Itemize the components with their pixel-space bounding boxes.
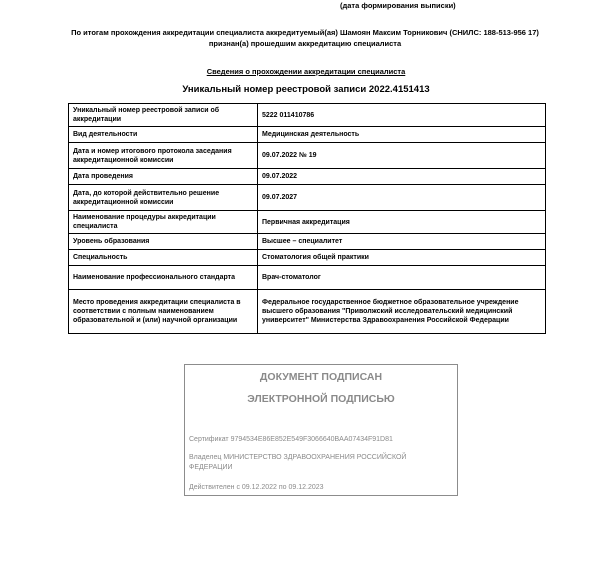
table-row (69, 143, 546, 169)
stamp-owner: Владелец МИНИСТЕРСТВО ЗДРАВООХРАНЕНИЯ РОССИЙСКОЙ ФЕДЕРАЦИИ (189, 454, 407, 471)
row-label: Наименование профессионального стандарта (69, 266, 258, 290)
section-title-link[interactable]: Сведения о прохождении аккредитации специалиста (206, 67, 406, 76)
row-value: 09.07.2022 (258, 169, 546, 185)
row-value: Медицинская деятельность (258, 127, 546, 143)
row-label: Специальность (69, 250, 258, 266)
stamp-validity: Действителен с 09.12.2022 по 09.12.2023 (189, 484, 324, 491)
row-value: Высшее – специалитет (258, 234, 546, 250)
row-value: Врач-стоматолог (258, 266, 546, 290)
accreditation-table (68, 103, 546, 334)
row-value: 09.07.2022 № 19 (258, 143, 546, 169)
table-row (69, 211, 546, 234)
row-value: Федеральное государственное бюджетное образовательное учреждение высшего образования "Приволжский исследовательский медицинский университет" Министерства Здравоохранения Российской Федерации (258, 290, 546, 334)
stamp-title-line2: ЭЛЕКТРОННОЙ ПОДПИСЬЮ (247, 393, 395, 405)
row-value: 09.07.2027 (258, 185, 546, 211)
date-caption: (дата формирования выписки) (340, 1, 456, 10)
table-row (69, 127, 546, 143)
row-label: Дата, до которой действительно решение аккредитационной комиссии (69, 185, 258, 211)
table-row (69, 169, 546, 185)
stamp-certificate: Сертификат 9794534E86E852E549F3066640BAA07434F91D81 (189, 436, 393, 443)
row-value: Первичная аккредитация (258, 211, 546, 234)
stamp-title-line1: ДОКУМЕНТ ПОДПИСАН (259, 371, 383, 383)
row-label: Наименование процедуры аккредитации специалиста (69, 211, 258, 234)
row-label: Дата проведения (69, 169, 258, 185)
intro-text: По итогам прохождения аккредитации специалиста аккредитуемый(ая) Шамоян Максим Торникович (СНИЛС: 188-513-956 17) признан(а) прошедшим аккредитацию специалиста (71, 28, 539, 48)
row-label: Уровень образования (69, 234, 258, 250)
table-row (69, 104, 546, 127)
row-value: Стоматология общей практики (258, 250, 546, 266)
table-row (69, 185, 546, 211)
registry-title: Уникальный номер реестровой записи 2022.4151413 (182, 84, 430, 95)
table-row (69, 266, 546, 290)
row-label: Дата и номер итогового протокола заседания аккредитационной комиссии (69, 143, 258, 169)
row-value: 5222 011410786 (258, 104, 546, 127)
e-signature-stamp (184, 364, 458, 496)
table-row (69, 290, 546, 334)
table-row (69, 234, 546, 250)
row-label: Вид деятельности (69, 127, 258, 143)
table-row (69, 250, 546, 266)
row-label: Место проведения аккредитации специалиста в соответствии с полным наименованием образовательной и (или) научной организации (69, 290, 258, 334)
row-label: Уникальный номер реестровой записи об аккредитации (69, 104, 258, 127)
